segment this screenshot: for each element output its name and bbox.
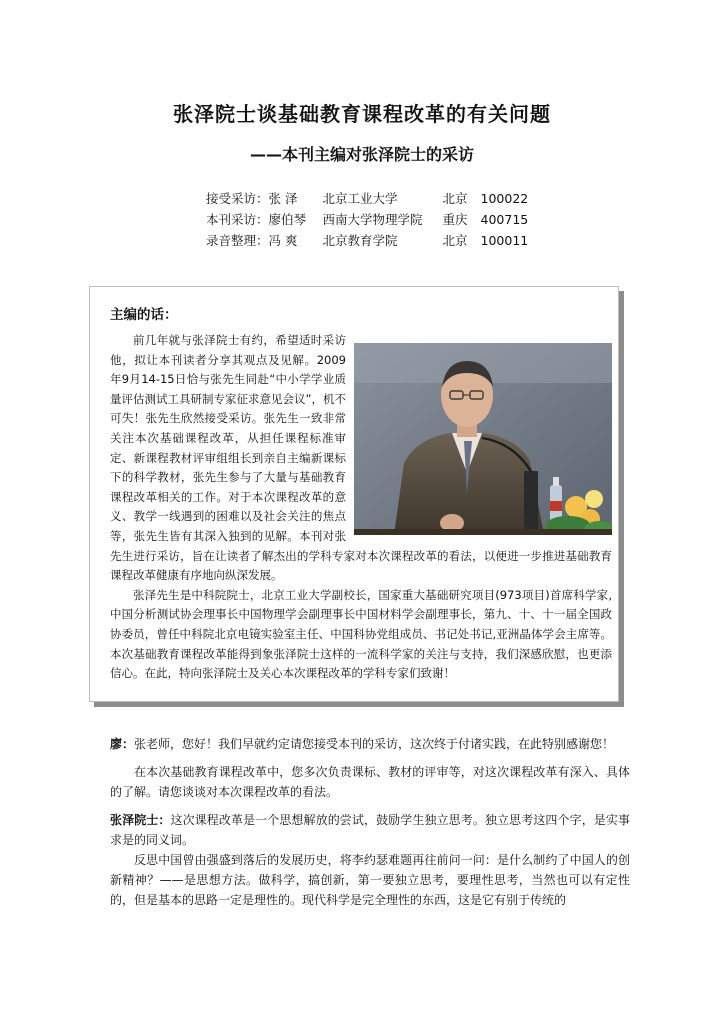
speaker-photo-image [354,343,612,535]
dialogue-paragraph [110,850,630,910]
info-label: 接受采访： [206,191,269,206]
interview-body [110,734,630,918]
dialogue-speaker: 张泽院士： [110,813,171,827]
dialogue-text: 在本次基础教育课程改革中，您多次负责课标、教材的评审等，对这次课程改革有深入、具体的了解。请您谈谈对本次课程改革的看法。 [110,765,630,799]
dialogue-speaker: 廖： [110,737,135,751]
info-row-transcriber [206,230,528,251]
info-city: 北京 [442,191,468,206]
article-subtitle: ——本刊主编对张泽院士的采访 [249,145,474,164]
interview-info [206,188,528,251]
info-row-interviewee [206,188,528,209]
info-name: 廖伯琴 [268,212,307,227]
info-name: 冯 爽 [268,233,298,248]
editor-note-text [110,331,612,684]
info-name: 张 泽 [268,191,298,206]
info-org: 北京工业大学 [322,191,398,206]
dialogue-paragraph [110,762,630,802]
info-code: 100011 [480,233,529,248]
dialogue-text: 张老师，您好！我们早就约定请您接受本刊的采访，这次终于付诸实践，在此特别感谢您！ [134,737,615,751]
editor-note-heading: 主编的话： [110,307,178,323]
article-title: 张泽院士谈基础教育课程改革的有关问题 [173,102,551,126]
info-org: 北京教育学院 [322,233,398,248]
info-row-interviewer [206,209,528,230]
info-label: 录音整理： [206,233,269,248]
speaker-photo [354,343,612,535]
info-code: 100022 [480,191,529,206]
editor-note-paragraph-2: 张泽先生是中科院院士，北京工业大学副校长，国家重大基础研究项目(973项目)首席科学家,中国分析测试协会理事长中国物理学会副理事长中国材料学会副理事长，第九、十、十一届全国政协委员，曾任中科院北京电镜实验室主任、中国科协党组成员、书记处书记,亚洲晶体学会主席等。本次基础教育课程改革能得到象张泽院士这样的一流科学家的关注与支持，我们深感欣慰，也更添信心。在此，特向张泽院士及关心本次课程改革的学科专家们致谢！ [110,587,612,681]
dialogue-paragraph [110,810,630,850]
dialogue-text: 这次课程改革是一个思想解放的尝试，鼓励学生独立思考。独立思考这四个字，是实事求是的同义词。 [110,813,630,847]
editor-note-paragraph-1: 前几年就与张泽院士有约，希望适时采访他，拟让本刊读者分享其观点及见解。2009年9月14-15日恰与张先生同赴“中小学学业质量评估测试工具研制专家征求意见会议”，机不可失！张先生欣然接受采访。张先生一致非常关注本次基础课程改革，从担任课程标准审定、新课程教材评审组组长到亲自主编新课标下的科学教材，张先生参与了大量与基础教育课程改革相关的工作。对于本次课程改革的意义、教学一线遇到的困难以及社会关注的焦点等，张先生皆有其深入独到的见解。本刊对张先生进行采访，旨在让读者了解杰出的学科专家对本次课程改革的看法，以便进一步推进基础教育课程改革健康有序地向纵深发展。 [110,333,612,583]
info-org: 西南大学物理学院 [322,212,423,227]
info-label: 本刊采访： [206,212,269,227]
dialogue-paragraph [110,734,630,754]
info-code: 400715 [480,212,529,227]
dialogue-text: 反思中国曾由强盛到落后的发展历史，将李约瑟难题再往前问一问：是什么制约了中国人的创新精神？——是思想方法。做科学，搞创新，第一要独立思考，要理性思考，当然也可以有定性的，但是基本的思路一定是理性的。现代科学是完全理性的东西，这是它有别于传统的 [110,853,630,907]
info-city: 北京 [442,233,468,248]
editor-note-box [89,286,619,702]
info-city: 重庆 [442,212,468,227]
